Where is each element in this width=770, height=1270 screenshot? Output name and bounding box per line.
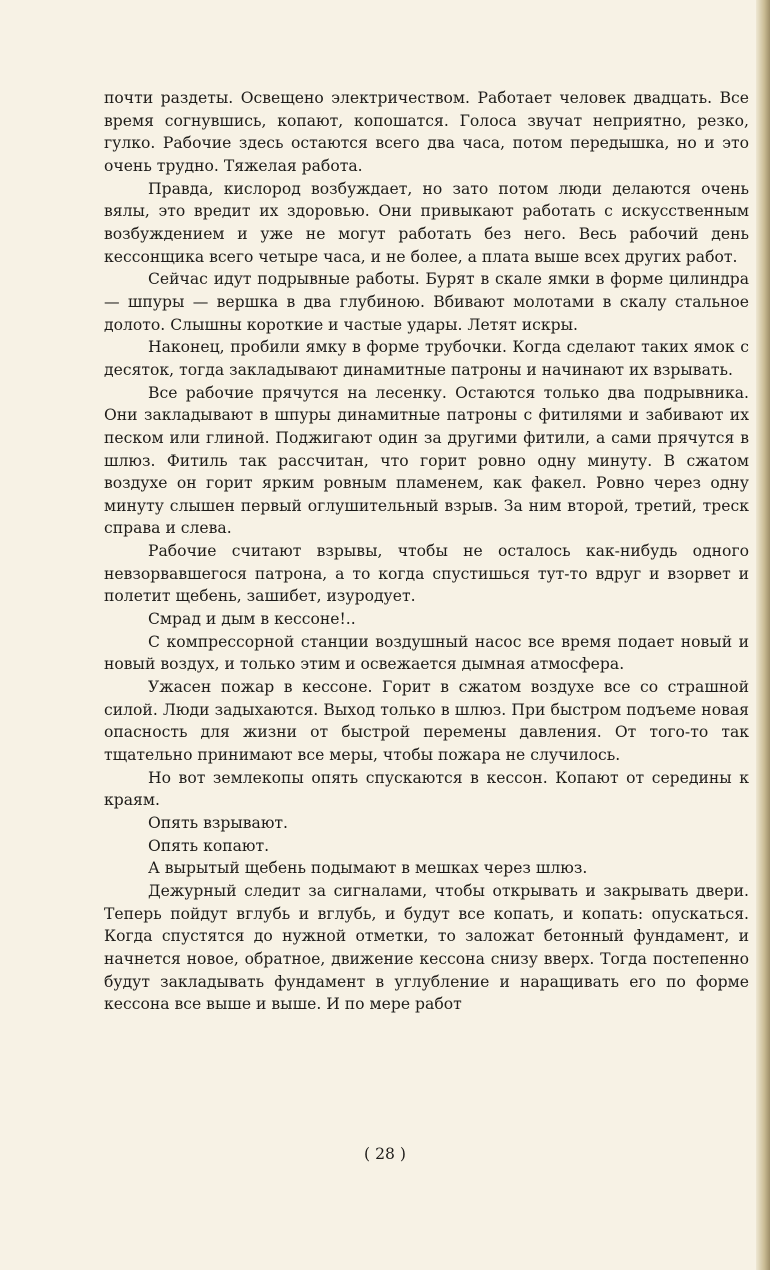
paragraph-9: Ужасен пожар в кессоне. Горит в сжатом воздухе все со страшной силой. Люди задыхаются. Выход только в шлюз. При быстром подъеме новая опасность для жизни от быстрой перемены давления. От того-то так тщательно принимают все меры, чтобы пожара не случилось. <box>104 678 749 765</box>
paragraph-13: А вырытый щебень подымают в мешках через шлюз. <box>148 859 588 878</box>
paragraph-1: почти раздеты. Освещено электричеством. Работает человек двадцать. Все время согнувшись, копают, копошатся. Голоса звучат неприятно, резко, гулко. Рабочие здесь остаются всего два часа, потом передышка, но и это очень трудно. Тяжелая работа. <box>104 89 749 175</box>
page-number: ( 28 ) <box>364 1145 406 1163</box>
body-text <box>104 87 749 1016</box>
paragraph-3: Сейчас идут подрывные работы. Бурят в скале ямки в форме цилиндра — шпуры — вершка в два глубиною. Вбивают молотами в скалу стальное долото. Слышны короткие и частые удары. Летят искры. <box>104 270 749 334</box>
paragraph-2: Правда, кислород возбуждает, но зато потом люди делаются очень вялы, это вредит их здоровью. Они привыкают работать с искусственным возбуждением и уже не могут работать без него. Весь рабочий день кессонщика всего четыре часа, и не более, а плата выше всех других работ. <box>104 179 749 266</box>
paragraph-5: Все рабочие прячутся на лесенку. Остаются только два подрывника. Они закладывают в шпуры динамитные патроны с фитилями и забивают их песком или глиной. Поджигают один за другими фитили, а сами прячутся в шлюз. Фитиль так рассчитан, что горит ровно одну минуту. В сжатом воздухе он горит ярким ровным пламенем, как факел. Ровно через одну минуту слышен первый оглушительный взрыв. За ним второй, третий, треск справа и слева. <box>104 383 749 538</box>
paragraph-4: Наконец, пробили ямку в форме трубочки. Когда сделают таких ямок с десяток, тогда закладывают динамитные патроны и начинают их взрывать. <box>104 338 749 379</box>
paragraph-12: Опять копают. <box>148 836 270 855</box>
paragraph-11: Опять взрывают. <box>148 814 289 832</box>
paragraph-6: Рабочие считают взрывы, чтобы не осталось как-нибудь одного невзорвавшегося патрона, а то когда спустишься тут-то вдруг и взорвет и полетит щебень, зашибет, изуродует. <box>104 542 749 606</box>
paragraph-10: Но вот землекопы опять спускаются в кессон. Копают от середины к краям. <box>104 768 749 810</box>
paragraph-8: С компрессорной станции воздушный насос все время подает новый и новый воздух, и только этим и освежается дымная атмосфера. <box>104 632 749 674</box>
book-spine-edge <box>756 0 770 1270</box>
paragraph-14: Дежурный следит за сигналами, чтобы открывать и закрывать двери. Теперь пойдут вглубь и вглубь, и будут все копать, и копать: опускаться. Когда спустятся до нужной отметки, то заложат бетонный фундамент, и начнется новое, обратное, движение кессона снизу вверх. Тогда постепенно будут закладывать фундамент в углубление и наращивать его по форме кессона все выше и выше. И по мере работ <box>104 881 749 1014</box>
paragraph-7: Смрад и дым в кессоне!.. <box>148 610 356 629</box>
